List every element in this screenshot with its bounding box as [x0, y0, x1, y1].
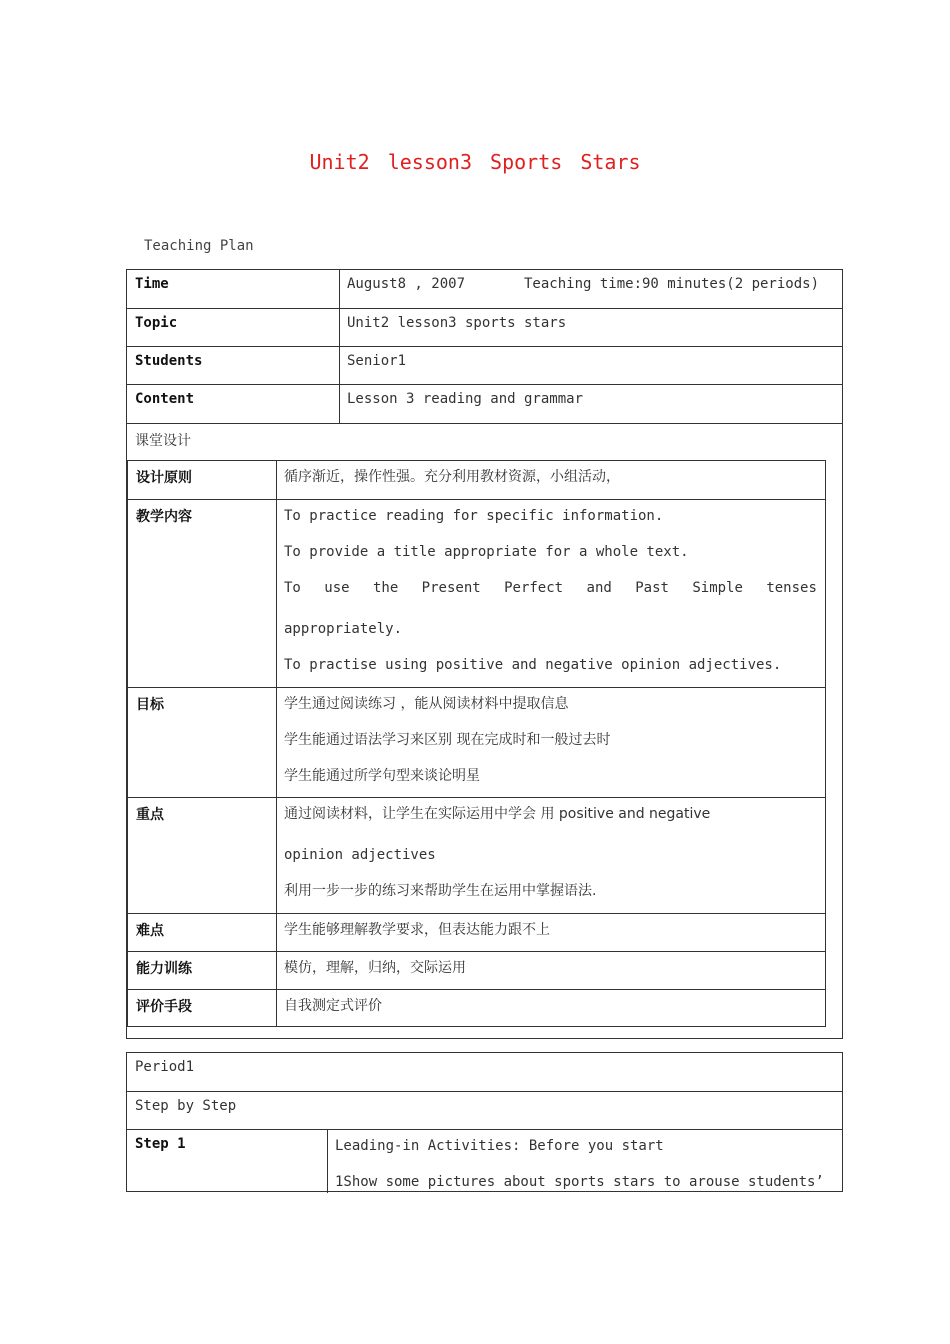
design-word: and	[586, 580, 612, 596]
design-row	[128, 688, 825, 798]
time-value: August8 , 2007 Teaching time:90 minutes(2 periods)	[347, 276, 820, 292]
info-table	[126, 269, 843, 1039]
design-text: 利用一步一步的练习来帮助学生在运用中掌握语法.	[284, 883, 597, 899]
design-text: 通过阅读材料，让学生在实际运用中学会 用 positive and negative	[284, 806, 711, 822]
design-text: appropriately.	[284, 621, 403, 637]
content-row	[127, 385, 842, 424]
topic-row	[127, 309, 842, 347]
design-text: 学生能通过所学句型来谈论明星	[284, 768, 480, 784]
topic-label: Topic	[135, 315, 178, 331]
topic-value: Unit2 lesson3 sports stars	[347, 315, 567, 331]
subtitle: Teaching Plan	[144, 238, 254, 254]
design-row	[128, 461, 825, 500]
design-row	[128, 914, 825, 952]
design-row	[128, 990, 825, 1028]
students-row	[127, 347, 842, 385]
design-header: 课堂设计	[135, 433, 191, 449]
step1-label: Step 1	[135, 1136, 186, 1152]
design-text: To practice reading for specific information.	[284, 508, 664, 524]
design-text: opinion adjectives	[284, 847, 436, 863]
design-row	[128, 952, 825, 990]
design-text: 学生能够理解教学要求，但表达能力跟不上	[284, 922, 550, 938]
design-text: To practise using positive and negative opinion adjectives.	[284, 657, 782, 673]
step-by-step-label: Step by Step	[135, 1098, 237, 1114]
period-label: Period1	[135, 1059, 195, 1075]
design-text: To provide a title appropriate for a whole text.	[284, 544, 689, 560]
students-label: Students	[135, 353, 203, 369]
design-label: 目标	[136, 697, 164, 713]
design-word: Perfect	[504, 580, 564, 596]
design-word: tenses	[766, 580, 817, 596]
content-label: Content	[135, 391, 195, 407]
step-by-step-row	[127, 1092, 842, 1130]
step1-row	[127, 1130, 842, 1193]
design-label: 教学内容	[136, 509, 192, 525]
page-title: Unit2 lesson3 Sports Stars	[309, 150, 641, 174]
design-text: 自我测定式评价	[284, 998, 382, 1014]
design-row	[128, 798, 825, 914]
design-word: Present	[421, 580, 481, 596]
design-label: 难点	[136, 923, 164, 939]
design-text: 模仿，理解，归纳，交际运用	[284, 960, 466, 976]
design-label: 能力训练	[136, 961, 192, 977]
design-word: the	[372, 580, 399, 596]
design-table	[127, 460, 826, 1027]
design-word: use	[324, 580, 350, 596]
design-word: To	[284, 580, 301, 596]
design-row	[128, 500, 825, 688]
design-label: 重点	[136, 807, 164, 823]
design-word: Simple	[692, 580, 743, 596]
design-label: 评价手段	[136, 999, 192, 1015]
design-text: 学生通过阅读练习 ，能从阅读材料中提取信息	[284, 696, 569, 712]
period-table	[126, 1052, 843, 1192]
design-word: Past	[635, 580, 669, 596]
design-text-justified	[284, 578, 817, 598]
period-row	[127, 1053, 842, 1092]
design-label: 设计原则	[136, 470, 192, 486]
students-value: Senior1	[347, 353, 407, 369]
step1-text: 1Show some pictures about sports stars to arouse students’	[335, 1174, 824, 1190]
time-row	[127, 270, 842, 309]
step1-text: Leading-in Activities: Before you start	[335, 1138, 664, 1154]
content-value: Lesson 3 reading and grammar	[347, 391, 584, 407]
design-text: 学生能通过语法学习来区别 现在完成时和一般过去时	[284, 732, 611, 748]
design-text: 循序渐近，操作性强。充分利用教材资源，小组活动，	[284, 469, 620, 485]
time-label: Time	[135, 276, 169, 292]
